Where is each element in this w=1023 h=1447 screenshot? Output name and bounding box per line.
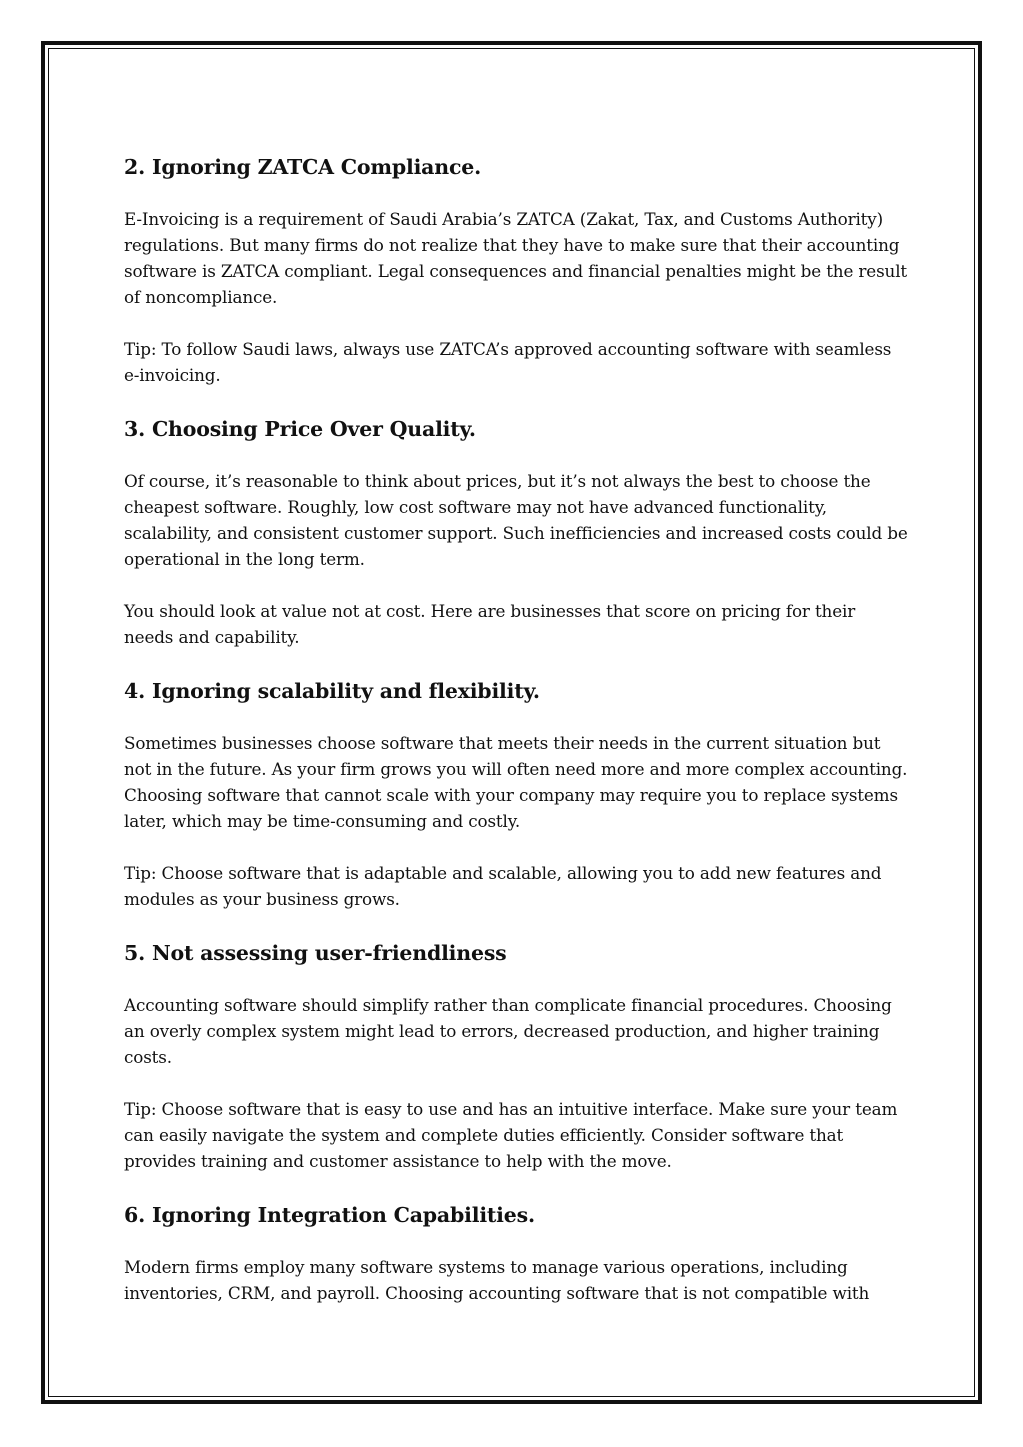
section-heading: 5. Not assessing user-friendliness [124,941,507,965]
section-tip: Tip: Choose software that is adaptable and scalable, allowing you to add new features and modules as your business grows. [124,863,882,909]
section-heading: 4. Ignoring scalability and flexibility. [124,679,540,703]
section-zatca-compliance [124,152,909,388]
section-user-friendliness [124,938,909,1174]
section-scalability [124,676,909,912]
section-tip: Tip: To follow Saudi laws, always use ZATCA’s approved accounting software with seamless e-invoicing. [124,339,892,385]
section-paragraph: Sometimes businesses choose software that meets their needs in the current situation but not in the future. As your firm grows you will often need more and more complex accounting. Choosing software that cannot scale with your company may require you to replace systems later, which may be time-consuming and costly. [124,733,908,831]
section-heading: 3. Choosing Price Over Quality. [124,417,476,441]
section-paragraph: You should look at value not at cost. Here are businesses that score on pricing for their needs and capability. [124,601,856,647]
section-paragraph: Of course, it’s reasonable to think about prices, but it’s not always the best to choose the cheapest software. Roughly, low cost software may not have advanced functionality, scalability, and consistent customer support. Such inefficiencies and increased costs could be operational in the long term. [124,471,908,569]
section-paragraph: E-Invoicing is a requirement of Saudi Arabia’s ZATCA (Zakat, Tax, and Customs Authority) regulations. But many firms do not realize that they have to make sure that their accounting software is ZATCA compliant. Legal consequences and financial penalties might be the result of noncompliance. [124,209,908,307]
section-paragraph: Modern firms employ many software systems to manage various operations, including inventories, CRM, and payroll. Choosing accounting software that is not compatible with [124,1257,870,1303]
section-tip: Tip: Choose software that is easy to use and has an intuitive interface. Make sure your team can easily navigate the system and complete duties efficiently. Consider software that provides training and customer assistance to help with the move. [124,1099,898,1171]
section-heading: 6. Ignoring Integration Capabilities. [124,1203,535,1227]
section-heading: 2. Ignoring ZATCA Compliance. [124,155,482,179]
document-body [124,152,909,1332]
section-paragraph: Accounting software should simplify rather than complicate financial procedures. Choosing an overly complex system might lead to errors, decreased production, and higher training costs. [124,995,892,1067]
section-integration [124,1200,909,1306]
section-price-over-quality [124,414,909,650]
